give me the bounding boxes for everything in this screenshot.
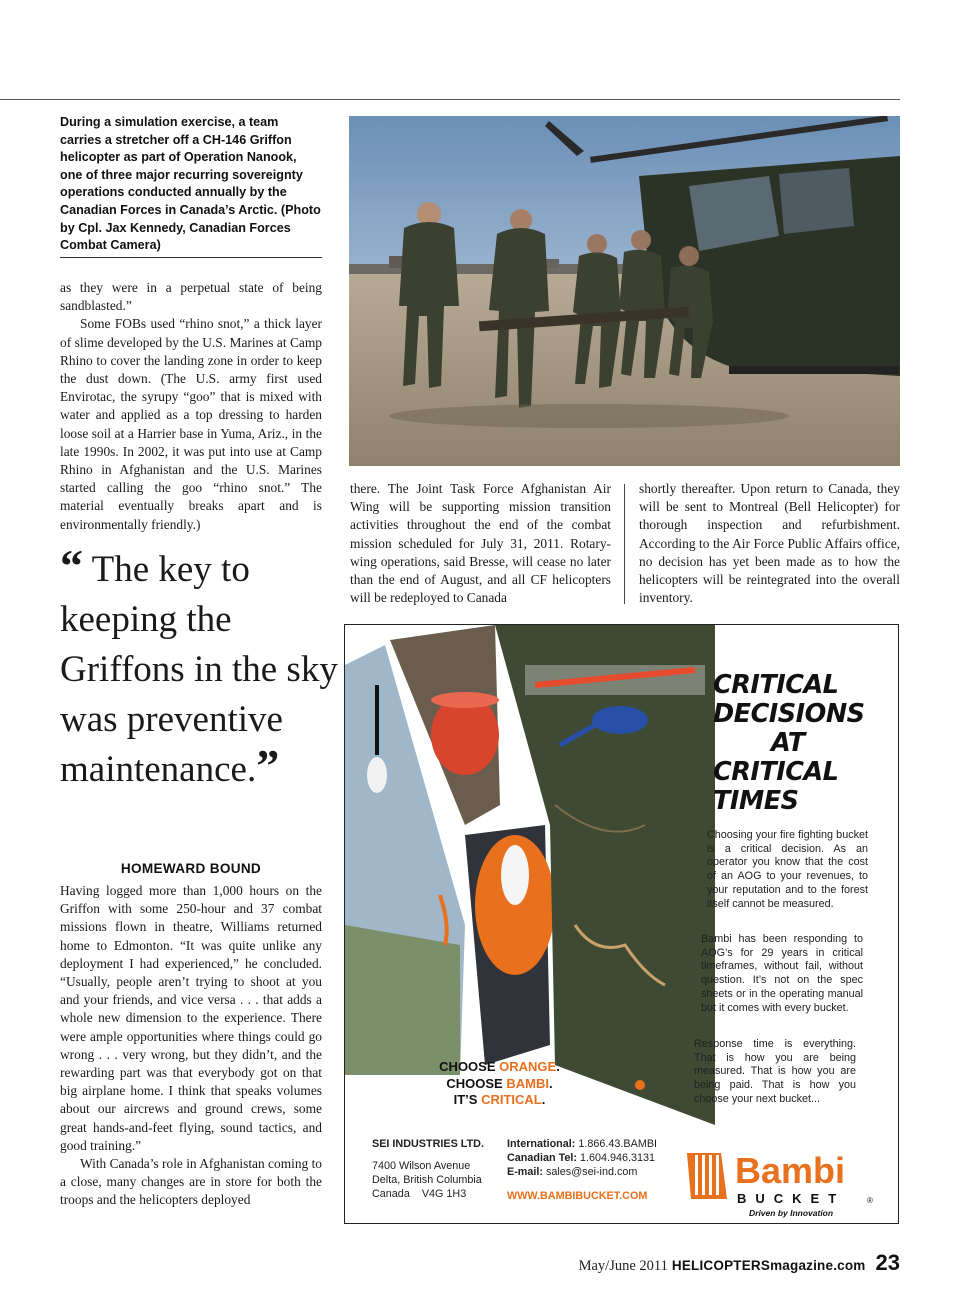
- right-column: [639, 480, 900, 607]
- article-photo: [349, 116, 900, 466]
- left-column-top: [60, 279, 322, 534]
- contact-value: 1.866.43.BAMBI: [575, 1138, 658, 1150]
- paragraph: Having logged more than 1,000 hours on the Griffon with some 250-hour and 37 combat missions flown in theatre, Williams returned home to Edmonton. “It was quite unlike any deployment I had experienced,” he concluded. “Usually, people aren’t trying to shoot at you and your friends, and vice versa . . . that adds a whole new dimension to the experience. There were ample opportunities where things could go wrong . . . very wrong, but they didn’t, and the rewarding part was that everybody got on that big airplane home. I think that speaks volumes about our aircrews and ground crews, some great hands-and-feet flying, sound tactics, and good training.”: [60, 883, 322, 1153]
- tagline-prefix: IT’S: [453, 1092, 482, 1107]
- caption-rule: [60, 257, 322, 258]
- bambi-bucket-advertisement: [344, 624, 899, 1224]
- contact-label: Canadian Tel:: [507, 1152, 577, 1164]
- bambi-logo-icon: [687, 1139, 887, 1221]
- ad-copy-text: Choosing your fire fighting bucket is a critical decision. As an operator you know that the cost of an AOG to your revenues, to your reputation and to the forest itself cannot be measured.: [707, 829, 868, 910]
- headline-line: CRITICAL: [713, 757, 839, 787]
- headline-line: TIMES: [713, 786, 799, 816]
- logo-sub: BUCKET: [737, 1191, 846, 1206]
- ad-photo-collage: [345, 625, 715, 1125]
- ad-headline: [713, 671, 893, 816]
- paragraph: With Canada’s role in Afghanistan coming to a close, many changes are in store for both the troops and the helicopters deployed: [60, 1156, 322, 1208]
- contact-international: [507, 1137, 677, 1151]
- logo-mark: ®: [867, 1196, 873, 1205]
- contact-canadian: [507, 1151, 677, 1165]
- tagline-line: [427, 1092, 572, 1109]
- tagline-line: [427, 1076, 572, 1093]
- address-line: 7400 Wilson Avenue: [372, 1160, 471, 1172]
- contact-value: 1.604.946.3131: [577, 1152, 656, 1164]
- ad-copy-text: Bambi has been responding to AOG’s for 29 years in critical timeframes, without fail, without question. It’s not on the spec sheets or in the operating manual but it comes with every bucket.: [701, 933, 863, 1014]
- helicopter-stretcher-photo: [349, 116, 900, 466]
- headline-line: CRITICAL: [713, 670, 839, 700]
- tagline-highlight: BAMBI: [506, 1075, 549, 1091]
- ad-copy-paragraph: [707, 829, 868, 911]
- ad-copy-text: Response time is everything. That is how you are being measured. That is how you are being paid. That is how you choose your next bucket...: [694, 1038, 856, 1105]
- paragraph: Some FOBs used “rhino snot,” a thick layer of slime developed by the U.S. Marines at Camp Rhino to cover the landing zone in order to keep the dust down. (The U.S. army first used Envirotac, the syrupy “goo” that is mixed with water and applied as a top dressing to harden loose soil at a Harrier base in Yuma, Ariz., in the late 1990s. In 2002, it was put into use at Camp Rhino in Afghanistan and the U.S. Marines started calling the goo “rhino snot.” The material eventually breaks apart and is environmentally friendly.): [60, 316, 322, 532]
- logo-tagline: Driven by Innovation: [749, 1208, 834, 1218]
- paragraph: there. The Joint Task Force Afghanistan Air Wing will be supporting mission transition activities throughout the end of the combat mission scheduled for July 31, 2011. Rotary-wing operations, said Bresse, will cease no later than the end of August, and all CF helicopters will be redeployed to Canada: [350, 481, 611, 606]
- photo-caption: During a simulation exercise, a team carries a stretcher off a CH-146 Griffon helicopter as part of Operation Nanook, one of three major recurring sovereignty operations conducted annually by the Canadian Forces in Canada’s Arctic. (Photo by Cpl. Jax Kennedy, Canadian Forces Combat Camera): [60, 115, 321, 253]
- pull-quote-text: The key to keeping the Griffons in the sky was preventive maintenance.: [60, 549, 338, 790]
- top-rule: [0, 99, 900, 100]
- column-rule: [624, 484, 625, 604]
- bambi-bucket-logo: [687, 1139, 887, 1221]
- ad-copy-paragraph: [701, 933, 863, 1015]
- ad-tagline: [427, 1059, 572, 1109]
- magazine-site: HELICOPTERSmagazine.com: [671, 1258, 866, 1273]
- middle-column: [350, 480, 611, 607]
- ad-copy-paragraph: [694, 1038, 856, 1107]
- contact-label: International:: [507, 1138, 576, 1150]
- tagline-prefix: CHOOSE: [446, 1075, 507, 1091]
- pull-quote: [60, 540, 340, 795]
- tagline-highlight: CRITICAL: [481, 1092, 542, 1107]
- issue-date: May/June 2011: [578, 1258, 668, 1274]
- company-name: SEI INDUSTRIES LTD.: [372, 1138, 484, 1150]
- ad-company-block: [372, 1137, 512, 1201]
- contact-label: E-mail:: [507, 1166, 543, 1178]
- section-subhead: HOMEWARD BOUND: [120, 861, 262, 876]
- close-quote-mark: ”: [256, 740, 280, 791]
- website-link[interactable]: WWW.BAMBIBUCKET.COM: [507, 1190, 648, 1202]
- contact-email: [507, 1165, 677, 1179]
- tagline-highlight: ORANGE: [499, 1059, 557, 1074]
- logo-word: Bambi: [735, 1150, 846, 1191]
- tagline-suffix: .: [556, 1059, 560, 1074]
- page-number: 23: [875, 1250, 900, 1275]
- tagline-suffix: .: [541, 1092, 546, 1107]
- left-column-bottom: [60, 882, 322, 1210]
- page-footer: [560, 1250, 900, 1276]
- ad-contact-block: [507, 1137, 677, 1203]
- paragraph: shortly thereafter. Upon return to Canada, they will be sent to Montreal (Bell Helicopter) for thorough inspection and refurbishment. According to the Air Force Public Affairs office, no decision has yet been made as to how the helicopters will be reintegrated into the overall inventory.: [639, 481, 900, 606]
- paragraph: as they were in a perpetual state of being sandblasted.”: [60, 280, 322, 314]
- address-line: Delta, British Columbia: [372, 1174, 482, 1186]
- tagline-prefix: CHOOSE: [439, 1059, 500, 1074]
- tagline-suffix: .: [548, 1075, 553, 1091]
- headline-line: DECISIONS: [713, 699, 865, 729]
- contact-value: sales@sei-ind.com: [543, 1166, 638, 1178]
- headline-line: AT: [771, 728, 805, 758]
- open-quote-mark: “: [60, 540, 83, 591]
- tagline-line: [427, 1059, 572, 1076]
- address-line: Canada V4G 1H3: [372, 1188, 467, 1200]
